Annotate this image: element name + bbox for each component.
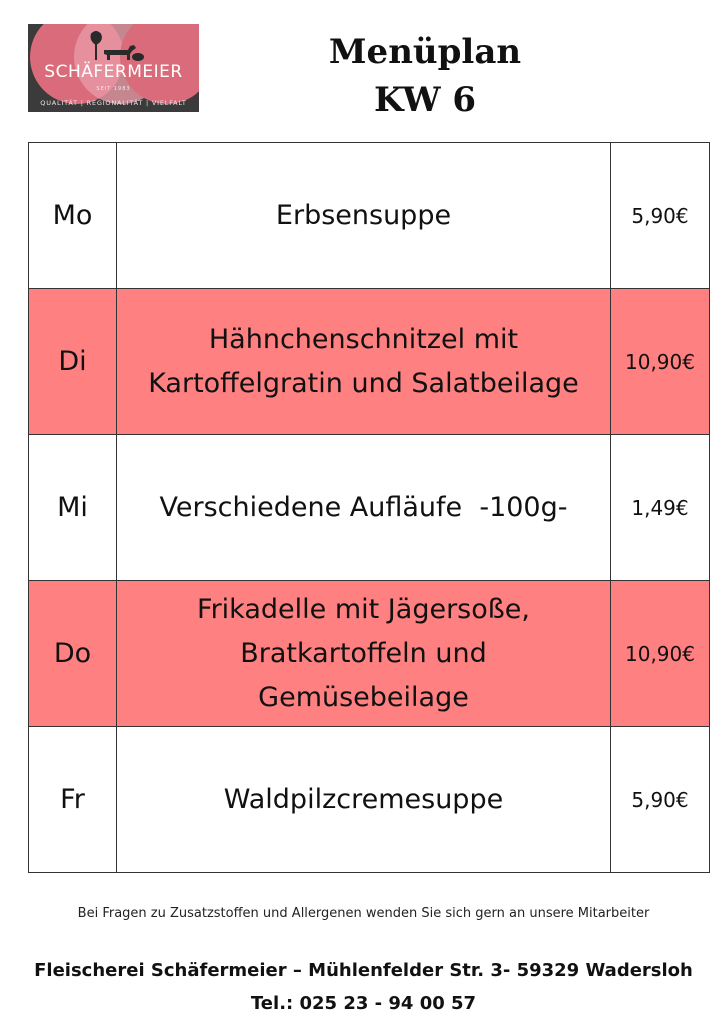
menu-price: 10,90€ <box>611 581 710 727</box>
menu-row <box>29 727 710 873</box>
menu-table-body <box>29 143 710 873</box>
menu-dish <box>117 289 611 435</box>
menu-row <box>29 289 710 435</box>
menu-dish-line: Verschiedene Aufläufe -100g- <box>159 491 568 523</box>
farm-animals-icon <box>86 30 146 62</box>
menu-day: Fr <box>29 727 117 873</box>
logo-since: SEIT 1983 <box>96 86 131 92</box>
menu-row <box>29 581 710 727</box>
menu-dish-line: Frikadelle mit Jägersoße, <box>197 593 530 625</box>
page-title <box>280 28 570 124</box>
menu-dish <box>117 727 611 873</box>
menu-dish-line: Gemüsebeilage <box>258 681 469 713</box>
menu-dish <box>117 143 611 289</box>
title-menu-plan: Menüplan <box>328 32 522 72</box>
menu-price: 1,49€ <box>611 435 710 581</box>
menu-dish-line: Hähnchenschnitzel mit <box>208 323 519 355</box>
menu-dish <box>117 581 611 727</box>
title-week: KW 6 <box>373 80 477 120</box>
shop-phone: Tel.: 025 23 - 94 00 57 <box>250 993 477 1014</box>
menu-dish-line: Waldpilzcremesuppe <box>223 783 504 815</box>
logo-tagline: QUALITÄT | REGIONALITÄT | VIELFALT <box>40 99 187 107</box>
menu-row <box>29 143 710 289</box>
menu-day: Mi <box>29 435 117 581</box>
menu-price: 5,90€ <box>611 143 710 289</box>
shop-address: Fleischerei Schäfermeier – Mühlenfelder Str. 3- 59329 Wadersloh <box>34 960 693 981</box>
menu-day: Mo <box>29 143 117 289</box>
menu-price: 10,90€ <box>611 289 710 435</box>
menu-price: 5,90€ <box>611 727 710 873</box>
menu-dish-line: Kartoffelgratin und Salatbeilage <box>148 367 579 399</box>
menu-table <box>28 142 710 873</box>
menu-day: Do <box>29 581 117 727</box>
allergen-note: Bei Fragen zu Zusatzstoffen und Allergenen wenden Sie sich gern an unsere Mitarbeiter <box>77 906 650 921</box>
menu-dish-line: Erbsensuppe <box>275 199 452 231</box>
company-logo <box>28 24 199 112</box>
menu-day: Di <box>29 289 117 435</box>
menu-dish <box>117 435 611 581</box>
menu-dish-line: Bratkartoffeln und <box>240 637 487 669</box>
logo-brand-name: SCHÄFERMEIER <box>44 62 183 82</box>
menu-row <box>29 435 710 581</box>
